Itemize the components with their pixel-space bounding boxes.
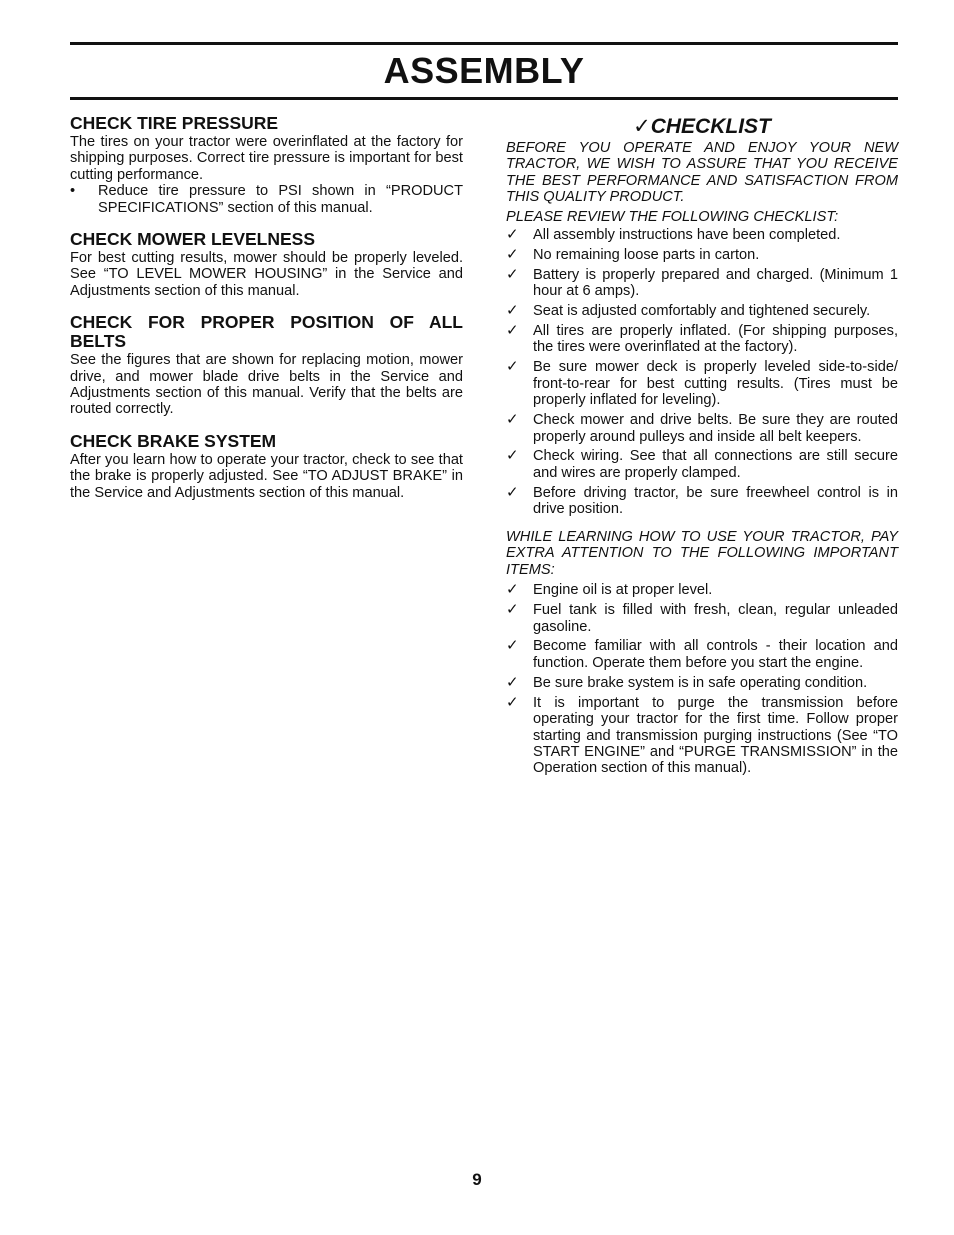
bullet-item bbox=[70, 183, 463, 216]
checklist-item: ✓ Be sure mower deck is properly leveled side-to-side/ front-to-rear for best cutting results. (Tires must be properly inflated for leveling). bbox=[506, 358, 898, 409]
check-mark-icon: ✓ bbox=[506, 302, 519, 320]
left-column bbox=[70, 114, 463, 515]
checklist-title bbox=[506, 114, 898, 140]
section-belts bbox=[70, 313, 463, 418]
section-heading: CHECK MOWER LEVELNESS bbox=[70, 229, 316, 250]
section-tire-pressure bbox=[70, 114, 463, 216]
check-mark-icon: ✓ bbox=[506, 322, 519, 340]
while-learning-intro: WHILE LEARNING HOW TO USE YOUR TRACTOR, PAY EXTRA ATTENTION TO THE FOLLOWING IMPORTANT ITEMS: bbox=[506, 529, 898, 578]
check-mark-icon: ✓ bbox=[506, 483, 519, 501]
checklist-item: ✓ Be sure brake system is in safe operating condition. bbox=[506, 673, 868, 691]
check-mark-icon: ✓ bbox=[506, 226, 519, 244]
section-body: The tires on your tractor were overinflated at the factory for shipping purposes. Correct tire pressure is important for best cutting performance. bbox=[70, 134, 463, 183]
checklist-item: ✓ All tires are properly inflated. (For shipping purposes, the tires were overinflated at the factory). bbox=[506, 322, 898, 356]
section-body: See the figures that are shown for replacing motion, mower drive, and mower blade drive belts in the Service and Adjustments section of this manual. Verify that the belts are routed correctly. bbox=[70, 352, 463, 418]
learning-items bbox=[506, 582, 898, 776]
check-mark-icon: ✓ bbox=[506, 265, 519, 283]
page-title: ASSEMBLY bbox=[383, 50, 585, 91]
checklist-item: ✓ Become familiar with all controls - their location and function. Operate them before you start the engine. bbox=[506, 637, 898, 671]
check-mark-icon: ✓ bbox=[506, 358, 519, 376]
section-heading: CHECK FOR PROPER POSITION OF ALL BELTS bbox=[70, 312, 463, 352]
page-number: 9 bbox=[472, 1170, 482, 1189]
section-brake-system bbox=[70, 432, 463, 501]
checklist-title-text: CHECKLIST bbox=[650, 115, 771, 138]
section-mower-levelness bbox=[70, 230, 463, 299]
check-mark-icon: ✓ bbox=[506, 411, 519, 429]
check-mark-icon: ✓ bbox=[506, 245, 519, 263]
check-mark-icon: ✓ bbox=[506, 637, 519, 655]
section-heading: CHECK TIRE PRESSURE bbox=[70, 113, 279, 133]
checklist-item: ✓ Fuel tank is filled with fresh, clean, regular unleaded gasoline. bbox=[506, 601, 898, 635]
header-rule-bottom bbox=[70, 97, 898, 100]
section-heading: CHECK BRAKE SYSTEM bbox=[70, 430, 277, 451]
checklist-item: ✓ Battery is properly prepared and charged. (Minimum 1 hour at 6 amps). bbox=[506, 265, 898, 300]
check-mark-icon: ✓ bbox=[506, 673, 519, 691]
check-mark-icon: ✓ bbox=[506, 693, 519, 711]
check-mark-icon: ✓ bbox=[506, 581, 519, 599]
section-body: For best cutting results, mower should be properly leveled. See “TO LEVEL MOWER HOUSING” in the Service and Adjustments section of this manual. bbox=[70, 250, 463, 299]
checklist-intro: BEFORE YOU OPERATE AND ENJOY YOUR NEW TRACTOR, WE WISH TO ASSURE THAT YOU RECEIVE THE BEST PERFORMANCE AND SATISFACTION FROM THIS QUALITY PRODUCT. bbox=[506, 140, 898, 206]
checklist-item: ✓ Engine oil is at proper level. bbox=[506, 581, 713, 599]
bullet-icon: • bbox=[70, 183, 76, 200]
checklist-item: ✓ All assembly instructions have been completed. bbox=[506, 226, 841, 244]
checklist-item: ✓ No remaining loose parts in carton. bbox=[506, 245, 760, 263]
header-rule-top bbox=[70, 42, 898, 45]
check-mark-icon: ✓ bbox=[633, 115, 651, 138]
checklist-item: ✓ Check mower and drive belts. Be sure they are routed properly around pulleys and inside all belt keepers. bbox=[506, 411, 898, 445]
right-column bbox=[506, 114, 898, 780]
checklist-item: ✓ Before driving tractor, be sure freewheel control is in drive position. bbox=[506, 483, 898, 518]
check-mark-icon: ✓ bbox=[506, 601, 519, 619]
bullet-text: Reduce tire pressure to PSI shown in “PRODUCT SPECIFICATIONS” section of this manual. bbox=[98, 183, 463, 216]
checklist-item: ✓ Check wiring. See that all connections are still secure and wires are properly clamped. bbox=[506, 447, 898, 481]
checklist-review: PLEASE REVIEW THE FOLLOWING CHECKLIST: bbox=[506, 208, 839, 225]
check-mark-icon: ✓ bbox=[506, 447, 519, 465]
checklist-item: ✓ Seat is adjusted comfortably and tightened securely. bbox=[506, 302, 871, 320]
checklist-item: ✓ It is important to purge the transmission before operating your tractor for the first time. Follow proper starting and transmission purging instructions (See “TO START ENGINE” and “PURGE TRANSMISSION” in the Operation section of this manual). bbox=[506, 693, 898, 777]
section-body: After you learn how to operate your tractor, check to see that the brake is properly adjusted. See “TO ADJUST BRAKE” in the Service and Adjustments section of this manual. bbox=[70, 451, 463, 501]
checklist-items bbox=[506, 227, 898, 518]
